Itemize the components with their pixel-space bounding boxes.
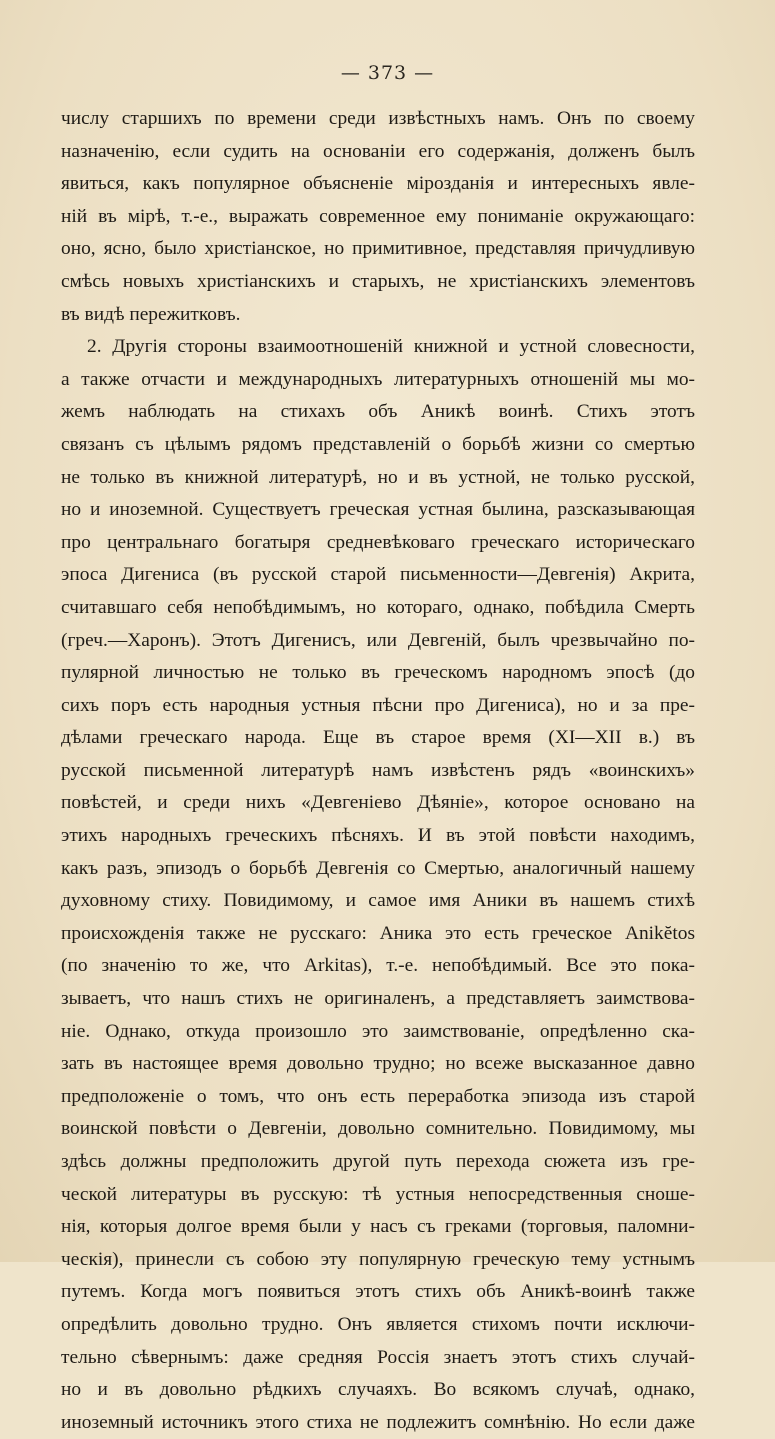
text-line: ческой литературы въ русскую: тѣ устныя непосредственныя сноше- bbox=[61, 1183, 695, 1205]
text-line: дѣлами греческаго народа. Еще въ старое время (XI—XII в.) въ bbox=[61, 727, 695, 749]
text-line: повѣстей, и среди нихъ «Девгеніево Дѣяніе», которое основано на bbox=[61, 792, 695, 814]
text-line: оно, ясно, было христіанское, но примитивное, представляя причудливую bbox=[61, 238, 695, 260]
text-line: сихъ поръ есть народныя устныя пѣсни про Дигениса), но и за пре- bbox=[61, 694, 695, 716]
text-line: назначенію, если судить на основаніи его содержанія, долженъ былъ bbox=[61, 140, 695, 162]
text-line: ческія), принесли съ собою эту популярную греческую тему устнымъ bbox=[61, 1248, 695, 1270]
text-line: про центральнаго богатыря средневѣковаго греческаго историческаго bbox=[61, 531, 695, 553]
text-line: иноземный источникъ этого стиха не подлежитъ сомнѣнію. Но если даже bbox=[61, 1411, 695, 1433]
text-line: считавшаго себя непобѣдимымъ, но котораго, однако, побѣдила Смерть bbox=[61, 596, 695, 618]
text-line: путемъ. Когда могъ появиться этотъ стихъ объ Аникѣ-воинѣ также bbox=[61, 1281, 695, 1303]
text-line: нія, которыя долгое время были у насъ съ греками (торговыя, паломни- bbox=[61, 1216, 695, 1238]
text-line: какъ разъ, эпизодъ о борьбѣ Девгенія со Смертью, аналогичный нашему bbox=[61, 857, 695, 879]
text-line: эпоса Дигениса (въ русской старой письменности—Девгенія) Акрита, bbox=[61, 564, 695, 586]
text-line: но и въ довольно рѣдкихъ случаяхъ. Во всякомъ случаѣ, однако, bbox=[61, 1379, 695, 1401]
text-line: воинской повѣсти о Девгеніи, довольно сомнительно. Повидимому, мы bbox=[61, 1118, 695, 1140]
text-line: не только въ книжной литературѣ, но и въ устной, не только русской, bbox=[61, 466, 695, 488]
text-line: (греч.—Харонъ). Этотъ Дигенисъ, или Девгеній, былъ чрезвычайно по- bbox=[61, 629, 695, 651]
text-line: духовному стиху. Повидимому, и самое имя Аники въ нашемъ стихѣ bbox=[61, 890, 695, 912]
text-line: зать въ настоящее время довольно трудно; но всеже высказанное давно bbox=[61, 1053, 695, 1075]
text-line: 2. Другія стороны взаимоотношеній книжной и устной словесности, bbox=[87, 336, 695, 358]
page-number: — 373 — bbox=[340, 62, 435, 84]
text-line: жемъ наблюдать на стихахъ объ Аникѣ воинѣ. Стихъ этотъ bbox=[61, 401, 695, 423]
text-line: а также отчасти и международныхъ литературныхъ отношеній мы мо- bbox=[61, 368, 695, 390]
text-line: тельно сѣвернымъ: даже средняя Россія знаетъ этотъ стихъ случай- bbox=[61, 1346, 695, 1368]
text-line: русской письменной литературѣ намъ извѣстенъ рядъ «воинскихъ» bbox=[61, 759, 695, 781]
text-line: ній въ мірѣ, т.-е., выражать современное ему пониманіе окружающаго: bbox=[61, 205, 695, 227]
text-line: этихъ народныхъ греческихъ пѣсняхъ. И въ этой повѣсти находимъ, bbox=[61, 825, 695, 847]
text-line: ніе. Однако, откуда произошло это заимствованіе, опредѣленно ска- bbox=[61, 1020, 695, 1042]
text-line: зываетъ, что нашъ стихъ не оригиналенъ, а представляетъ заимствова- bbox=[61, 988, 695, 1010]
text-line: пулярной личностью не только въ греческомъ народномъ эпосѣ (до bbox=[61, 662, 695, 684]
text-line: здѣсь должны предположить другой путь перехода сюжета изъ гре- bbox=[61, 1151, 695, 1172]
text-line: числу старшихъ по времени среди извѣстныхъ намъ. Онъ по своему bbox=[61, 108, 695, 129]
text-line: предположеніе о томъ, что онъ есть переработка эпизода изъ старой bbox=[61, 1085, 695, 1107]
text-line: опредѣлить довольно трудно. Онъ является стихомъ почти исключи- bbox=[61, 1313, 695, 1335]
text-line: связанъ съ цѣлымъ рядомъ представленій о борьбѣ жизни со смертью bbox=[61, 433, 695, 455]
body-text bbox=[61, 103, 695, 1439]
text-line: явиться, какъ популярное объясненіе мірозданія и интересныхъ явле- bbox=[61, 173, 695, 195]
text-line: происхожденія также не русскаго: Аника это есть греческое Anikĕtos bbox=[61, 922, 695, 944]
text-line: но и иноземной. Существуетъ греческая устная былина, разсказывающая bbox=[61, 499, 695, 521]
text-line: смѣсь новыхъ христіанскихъ и старыхъ, не христіанскихъ элементовъ bbox=[61, 270, 695, 292]
text-line: въ видѣ пережитковъ. bbox=[61, 303, 241, 325]
text-line: (по значенію то же, что Arkitas), т.-е. непобѣдимый. Все это пока- bbox=[61, 955, 695, 977]
